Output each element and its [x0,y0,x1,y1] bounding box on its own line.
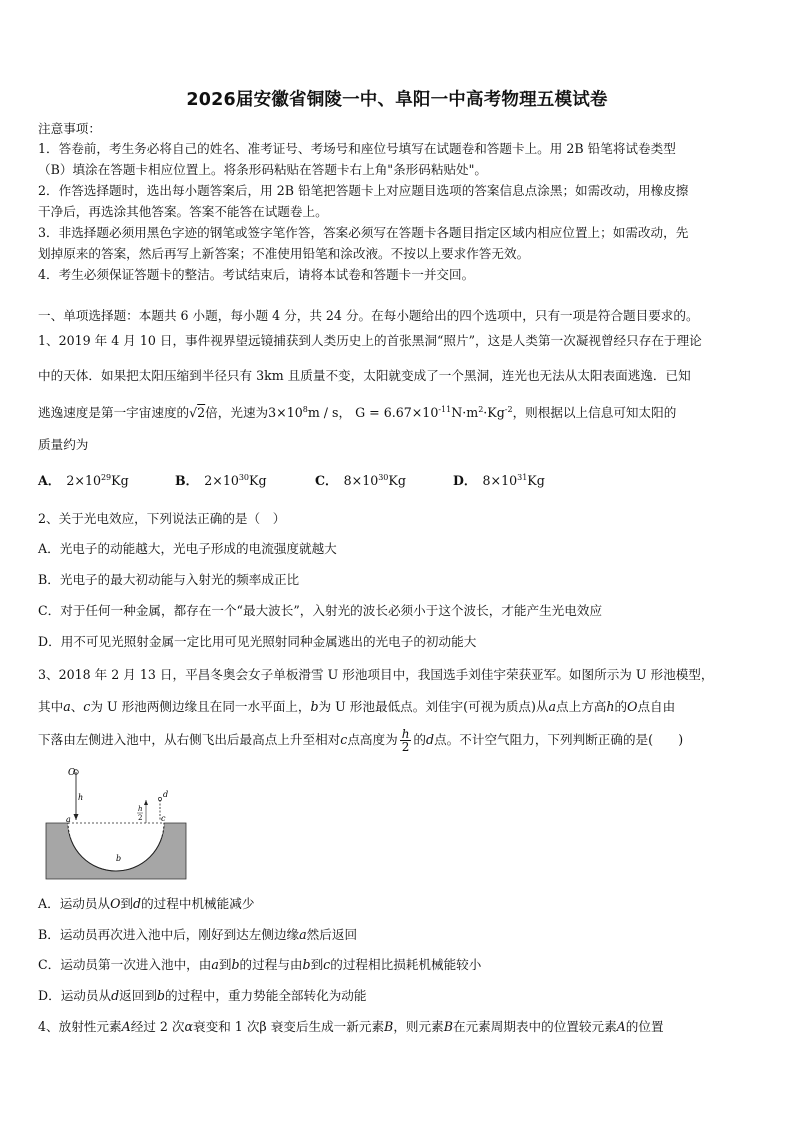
exponent: -2 [504,405,513,414]
unit: Kg [527,473,545,488]
option-value: 2×10 [204,473,239,488]
q3-text: 、 [70,699,84,714]
q3-text: 点上方高 [556,699,607,714]
q2-option-a[interactable]: A．光电子的动能越大，光电子形成的电流强度就越大 [38,541,337,556]
q2-option-b[interactable]: B．光电子的最大初动能与入射光的频率成正比 [38,572,300,587]
q4-text: 的位置 [625,1019,664,1034]
var-d: d [133,896,142,911]
var-c: c [83,699,91,714]
var-a: a [299,927,307,942]
q3-text: 的 [413,732,427,747]
var-element-a: A [121,1019,131,1034]
exponent: 2 [478,405,484,414]
notice-item: 4．考生必须保证答题卡的整洁。考试结束后，请将本试卷和答题卡一并交回。 [38,267,475,282]
unit: Kg [111,473,129,488]
q4-stem [38,1017,758,1037]
var-element-b: B [443,1019,453,1034]
option-value: 8×10 [343,473,379,488]
label-h: h [78,793,84,802]
exponent: -11 [438,405,452,414]
var-b: b [302,957,311,972]
q1-option-b[interactable] [175,470,267,489]
notice-item: 1．答卷前，考生务必将自己的姓名、准考证号、考场号和座位号填写在试题卷和答题卡上。用 2B 铅笔将试卷类型 [38,141,676,156]
notice-item: （B）填涂在答题卡相应位置上。将条形码粘贴在答题卡右上角"条形码粘贴处"。 [38,162,488,177]
q3-text: 其中 [38,699,64,714]
option-text: D．运动员从 [38,988,112,1003]
var-element-a: A [616,1019,626,1034]
q1-option-c[interactable] [315,470,406,489]
sqrt-radicand: 2 [197,405,206,421]
option-text: 然后返回 [306,927,358,942]
notice-item: 干净后，再选涂其他答案。答案不能答在试题卷上。 [38,204,328,219]
unit: m / s， [307,405,352,421]
q3-line [38,728,758,753]
q1-option-d[interactable] [453,470,545,489]
q2-stem: 2、关于光电效应，下列说法正确的是（ ） [38,511,286,526]
option-text: A．运动员从 [38,896,111,911]
q3-text: 下落由左侧进入池中，从右侧飞出后最高点上升至相对 [38,732,341,747]
unit: Kg [388,473,406,488]
option-label: C． [315,473,338,488]
q2-option-c[interactable]: C．对于任何一种金属，都存在一个“最大波长”，入射光的波长必须小于这个波长，才能产生光电效应 [38,603,603,618]
label-o: O [68,768,76,778]
q1-option-a[interactable] [38,470,129,489]
notice-item: 3．非选择题必须用黑色字迹的钢笔或签字笔作答，答案必须写在答题卡各题目指定区域内相应位置上；如需改动，先 [38,225,689,240]
option-value: 2×10 [66,473,101,488]
var-c: c [323,957,331,972]
option-text: 的过程中，重力势能全部转化为动能 [164,988,367,1003]
fraction-numerator: h [401,727,410,741]
option-text: B．运动员再次进入池中后，刚好到达左侧边缘 [38,927,300,942]
var-o: O [627,699,638,714]
exponent: 30 [378,472,389,482]
q3-option-d[interactable] [38,986,758,1006]
var-d: d [426,732,435,747]
exponent: 30 [238,472,250,482]
unit: Kg [249,473,267,488]
half-h-arrow [144,800,148,805]
q3-option-b[interactable] [38,925,758,945]
label-half-h-den: 2 [138,814,143,822]
q3-text: 点自由 [637,699,676,714]
q1-line: 1、2019 年 4 月 10 日，事件视界望远镜捕获到人类历史上的首张黑洞“照片”，这是人类第一次凝视曾经只存在于理论 [38,333,702,348]
label-half-h-num: h [138,805,143,813]
q4-text: 4、放射性元素 [38,1019,122,1034]
var-o: O [110,896,121,911]
option-text: 的过程与由 [239,957,303,972]
q1-line: 中的天体．如果把太阳压缩到半径只有 3km 且质量不变，太阳就变成了一个黑洞，连光也无法从太阳表面逃逸．已知 [38,368,691,383]
q3-option-c[interactable] [38,955,758,975]
exponent: 31 [517,472,528,482]
exponent: 8 [302,405,308,414]
option-value: 8×10 [482,473,518,488]
q2-option-d[interactable]: D．用不可见光照射金属一定比用可见光照射同种金属逃出的光电子的初动能大 [38,634,477,649]
var-b: b [231,957,240,972]
q3-line: 3、2018 年 2 月 13 日，平昌冬奥会女子单板滑雪 U 形池项目中，我国选手刘佳宇荣获亚军。如图所示为 U 形池模型， [38,667,714,682]
option-text: 的过程相比损耗机械能较小 [330,957,482,972]
gravity-constant: G = 6.67×10 [355,405,439,421]
sqrt-symbol: √ [189,405,198,421]
var-d: d [111,988,120,1003]
option-label: B． [175,473,199,488]
q3-text: 为 U 形池两侧边缘且在同一水平面上， [90,699,311,714]
q3-text: 点。不计空气阻力，下列判断正确的是( ) [434,732,684,747]
section-heading: 一、单项选择题：本题共 6 小题，每小题 4 分，共 24 分。在每小题给出的四个选项中，只有一项是符合题目要求的。 [38,308,699,323]
label-c: c [161,814,166,823]
q1-line: 质量约为 [38,437,89,452]
q3-line [38,697,758,717]
var-b: b [310,699,319,714]
var-c: c [340,732,348,747]
var-a: a [211,957,219,972]
fraction-denominator: 2 [401,740,410,754]
var-a: a [548,699,557,714]
var-a: a [63,699,71,714]
fraction-h-over-2 [400,728,412,753]
option-label: A． [38,473,61,488]
notice-heading: 注意事项： [38,121,101,136]
q3-text: 的 [614,699,628,714]
q1-options [38,470,758,492]
option-text: C．运动员第一次进入池中，由 [38,957,212,972]
label-d: d [163,790,169,799]
notice-item: 划掉原来的答案，然后再写上新答案；不准使用铅笔和涂改液。不按以上要求作答无效。 [38,246,530,261]
option-text: 的过程中机械能减少 [141,896,255,911]
unit: N·m [451,405,479,421]
q1-text: 倍，光速为 [205,405,269,421]
notice-item: 2．作答选择题时，选出每小题答案后，用 2B 铅笔把答题卡上对应题目选项的答案信息点涂黑；如需改动，用橡皮擦 [38,183,689,198]
exponent: 29 [100,472,112,482]
q3-option-a[interactable] [38,894,758,914]
q1-line-formula [38,400,758,423]
q4-text: 在元素周期表中的位置较元素 [452,1019,617,1034]
light-speed: 3×10 [268,405,303,421]
page-title: 2026届安徽省铜陵一中、阜阳一中高考物理五模试卷 [186,90,608,110]
option-text: 到 [310,957,324,972]
option-text: 返回到 [119,988,157,1003]
label-a: a [66,815,71,824]
option-text: 到 [218,957,232,972]
q4-text: 经过 2 次 [130,1019,185,1034]
u-pool-diagram [38,760,188,882]
var-b: b [156,988,165,1003]
q4-text: 衰变和 1 次β 衰变后生成一新元素 [193,1019,385,1034]
q3-text: 点高度为 [347,732,398,747]
q1-text: ，则根据以上信息可知太阳的 [512,405,677,421]
var-h: h [606,699,615,714]
q4-text: ，则元素 [393,1019,444,1034]
label-b: b [116,854,122,863]
drop-arrow [74,814,79,820]
q3-text: 为 U 形池最低点。刘佳宇(可视为质点)从 [318,699,549,714]
q1-text: 逃逸速度是第一宇宙速度的 [38,405,190,421]
option-text: 到 [120,896,133,911]
var-alpha: α [184,1019,194,1034]
unit: ·Kg [483,405,505,421]
option-label: D． [453,473,477,488]
var-element-b: B [384,1019,394,1034]
